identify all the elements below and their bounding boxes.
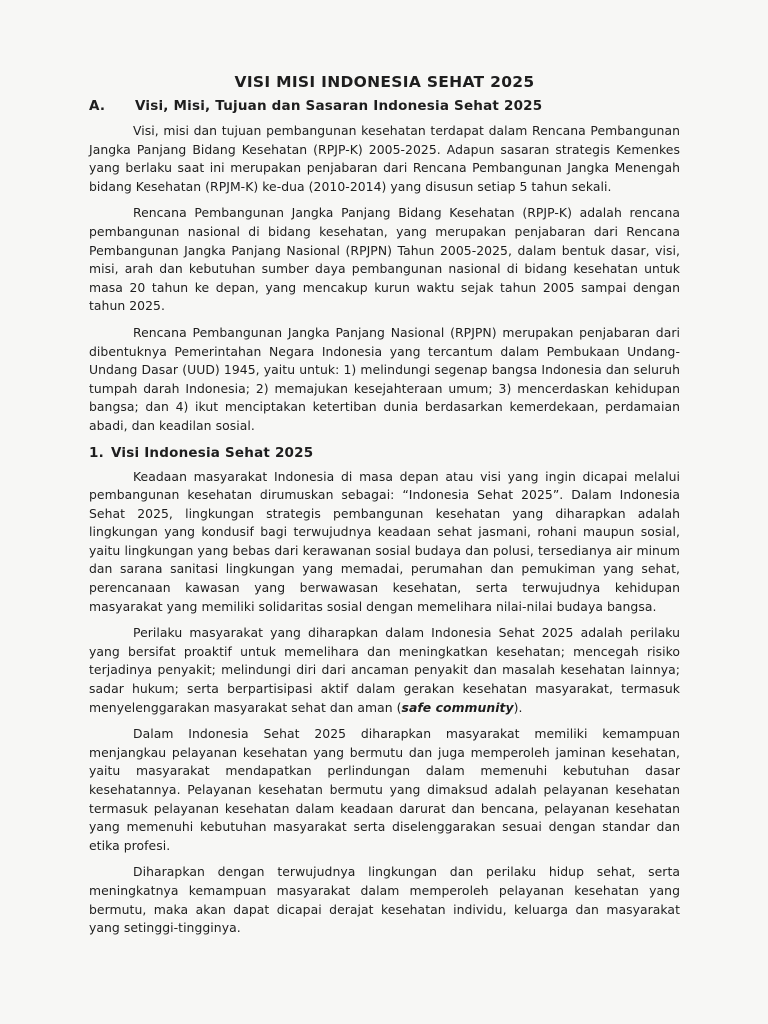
subsection-heading (89, 444, 680, 463)
visi-paragraph-2-closing: ). (513, 699, 523, 715)
section-title: Visi, Misi, Tujuan dan Sasaran Indonesia Sehat 2025 (135, 98, 543, 114)
subsection-title: Visi Indonesia Sehat 2025 (111, 444, 314, 461)
document-title: VISI MISI INDONESIA SEHAT 2025 (234, 73, 535, 91)
intro-paragraph-3: Rencana Pembangunan Jangka Panjang Nasional (RPJPN) merupakan penjabaran dari dibentuknya Pemerintahan Negara Indonesia yang tercantum dalam Pembukaan Undang-Undang Dasar (UUD) 1945, yaitu untuk: 1) melindungi segenap bangsa Indonesia dan seluruh tumpah darah Indonesia; 2) memajukan kesejahteraan umum; 3) mencerdaskan kehidupan bangsa; dan 4) ikut menciptakan ketertiban dunia berdasarkan kemerdekaan, perdamaian abadi, dan keadilan sosial. (89, 324, 680, 433)
visi-paragraph-2 (89, 624, 680, 717)
subsection-number: 1. (89, 444, 104, 461)
visi-paragraph-3: Dalam Indonesia Sehat 2025 diharapkan masyarakat memiliki kemampuan menjangkau pelayanan kesehatan yang bermutu dan juga memperoleh jaminan kesehatan, yaitu masyarakat mendapatkan perlindungan dalam memenuhi kebutuhan dasar kesehatannya. Pelayanan kesehatan bermutu yang dimaksud adalah pelayanan kesehatan termasuk pelayanan kesehatan dalam keadaan darurat dan bencana, pelayanan kesehatan yang memenuhi kebutuhan masyarakat serta diselenggarakan sesuai dengan standar dan etika profesi. (89, 726, 680, 853)
section-number: A. (89, 98, 106, 114)
intro-paragraph-1: Visi, misi dan tujuan pembangunan kesehatan terdapat dalam Rencana Pembangunan Jangka Panjang Bidang Kesehatan (RPJP-K) 2005-2025. Adapun sasaran strategis Kemenkes yang berlaku saat ini merupakan penjabaran dari Rencana Pembangunan Jangka Menengah bidang Kesehatan (RPJM-K) ke-dua (2010-2014) yang disusun setiap 5 tahun sekali. (89, 123, 680, 194)
visi-paragraph-1: Keadaan masyarakat Indonesia di masa depan atau visi yang ingin dicapai melalui pembangunan kesehatan dirumuskan sebagai: “Indonesia Sehat 2025”. Dalam Indonesia Sehat 2025, lingkungan strategis pembangunan kesehatan yang diharapkan adalah lingkungan yang kondusif bagi terwujudnya keadaan sehat jasmani, rohani maupun sosial, yaitu lingkungan yang bebas dari kerawanan sosial budaya dan polusi, tersedianya air minum dan sarana sanitasi lingkungan yang memadai, perumahan dan pemukiman yang sehat, perencanaan kawasan yang berwawasan kesehatan, serta terwujudnya kehidupan masyarakat yang memiliki solidaritas sosial dengan memelihara nilai-nilai budaya bangsa. (89, 468, 680, 614)
section-heading (89, 97, 680, 116)
visi-paragraph-4: Diharapkan dengan terwujudnya lingkungan dan perilaku hidup sehat, serta meningkatnya kemampuan masyarakat dalam memperoleh pelayanan kesehatan yang bermutu, maka akan dapat dicapai derajat kesehatan individu, keluarga dan masyarakat yang setinggi-tingginya. (89, 864, 680, 936)
intro-paragraph-2: Rencana Pembangunan Jangka Panjang Bidang Kesehatan (RPJP-K) adalah rencana pembangunan nasional di bidang kesehatan, yang merupakan penjabaran dari Rencana Pembangunan Jangka Panjang Nasional (RPJPN) Tahun 2005-2025, dalam bentuk dasar, visi, misi, arah dan kebutuhan sumber daya pembangunan nasional di bidang kesehatan untuk masa 20 tahun ke depan, yang mencakup kurun waktu sejak tahun 2005 sampai dengan tahun 2025. (89, 205, 680, 314)
safe-community-term: safe community (401, 699, 514, 715)
visi-paragraph-2-text: Perilaku masyarakat yang diharapkan dalam Indonesia Sehat 2025 adalah perilaku yang bersifat proaktif untuk memelihara dan meningkatkan kesehatan; mencegah risiko terjadinya penyakit; melindungi diri dari ancaman penyakit dan masalah kesehatan lainnya; sadar hukum; serta berpartisipasi aktif dalam gerakan kesehatan masyarakat, termasuk menyelenggarakan masyarakat sehat dan aman ( (89, 625, 680, 715)
